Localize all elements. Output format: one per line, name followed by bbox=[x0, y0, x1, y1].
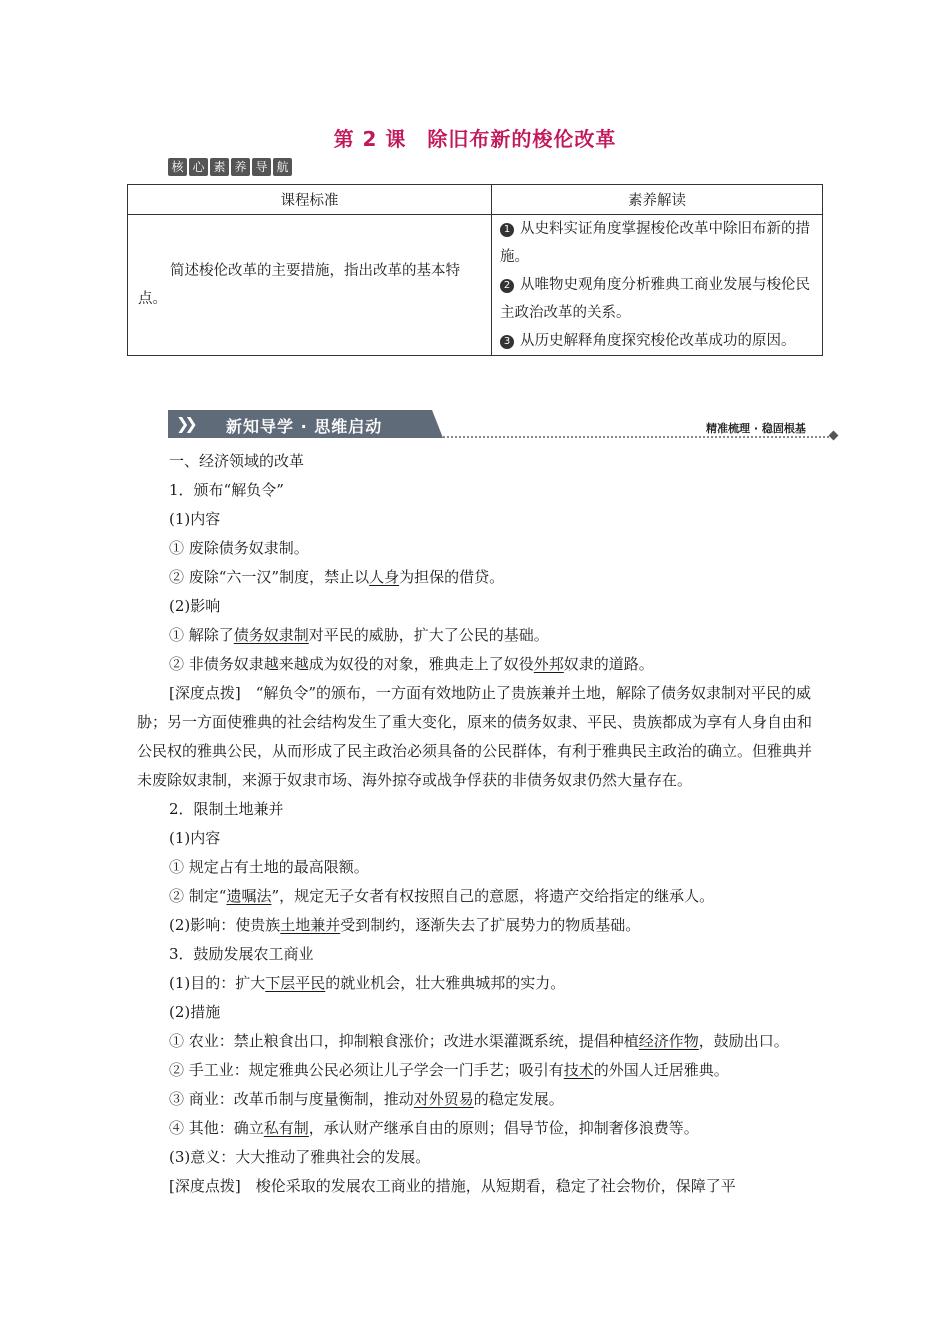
key-term: 人身 bbox=[369, 568, 400, 586]
list-item: ③ 商业：改革币制与度量衡制，推动对外贸易的稳定发展。 bbox=[169, 1090, 564, 1108]
item-heading: (1)内容 bbox=[169, 829, 221, 847]
key-term: 遗嘱法 bbox=[226, 887, 272, 905]
deep-insight-paragraph: [深度点拨] 梭伦采取的发展农工商业的措施，从短期看，稳定了社会物价，保障了平 bbox=[169, 1177, 736, 1195]
header-course-standard: 课程标准 bbox=[128, 185, 492, 215]
key-term: 债务奴隶制 bbox=[233, 626, 309, 644]
list-item: ② 制定“遗嘱法”，规定无子女者有权按照自己的意愿，将遗产交给指定的继承人。 bbox=[169, 887, 715, 905]
section-banner bbox=[168, 410, 848, 440]
literacy-item-text: 从唯物史观角度分析雅典工商业发展与梭伦民主政治改革的关系。 bbox=[500, 277, 810, 321]
double-chevron-icon: ❯❯ bbox=[176, 414, 193, 433]
lesson-title: 第 2 课 除旧布新的梭伦改革 bbox=[333, 127, 617, 151]
list-item: ① 规定占有土地的最高限额。 bbox=[169, 858, 369, 876]
number-3-icon: 3 bbox=[500, 335, 514, 349]
list-item: (3)意义：大大推动了雅典社会的发展。 bbox=[169, 1148, 431, 1166]
diamond-icon bbox=[829, 431, 839, 441]
banner-right-label: 精准梳理 · 稳固根基 bbox=[706, 422, 806, 435]
banner-dotted-line bbox=[443, 436, 833, 438]
list-item: ② 手工业：规定雅典公民必须让儿子学会一门手艺；吸引有技术的外国人迁居雅典。 bbox=[169, 1061, 729, 1079]
key-term: 土地兼并 bbox=[280, 916, 341, 934]
course-standard-text: 简述梭伦改革的主要措施，指出改革的基本特点。 bbox=[138, 263, 460, 307]
literacy-item bbox=[500, 271, 814, 327]
badge-char: 航 bbox=[273, 158, 292, 176]
badge-char: 核 bbox=[168, 158, 187, 176]
list-item: ② 非债务奴隶越来越成为奴役的对象，雅典走上了奴役外邦奴隶的道路。 bbox=[169, 655, 654, 673]
list-item: ① 解除了债务奴隶制对平民的威胁，扩大了公民的基础。 bbox=[169, 626, 549, 644]
subsection-heading: 1．颁布“解负令” bbox=[169, 481, 284, 499]
badge-char: 心 bbox=[189, 158, 208, 176]
key-term: 下层平民 bbox=[265, 974, 326, 992]
subsection-heading: 2．限制土地兼并 bbox=[169, 800, 284, 818]
core-literacy-nav-badge bbox=[168, 158, 292, 176]
key-term: 私有制 bbox=[263, 1119, 309, 1137]
list-item: (1)目的：扩大下层平民的就业机会，壮大雅典城邦的实力。 bbox=[169, 974, 566, 992]
literacy-item-text: 从史料实证角度掌握梭伦改革中除旧布新的措施。 bbox=[500, 221, 810, 265]
banner-label: 新知导学 · 思维启动 bbox=[226, 417, 383, 436]
number-2-icon: 2 bbox=[500, 279, 514, 293]
list-item: (2)影响：使贵族土地兼并受到制约，逐渐失去了扩展势力的物质基础。 bbox=[169, 916, 641, 934]
subsection-heading: 3．鼓励发展农工商业 bbox=[169, 945, 314, 963]
badge-char: 导 bbox=[252, 158, 271, 176]
course-standard-cell bbox=[128, 215, 492, 356]
deep-insight-paragraph: [深度点拨] “解负令”的颁布，一方面有效地防止了贵族兼并土地，解除了债务奴隶制对平民的威胁；另一方面使雅典的社会结构发生了重大变化，原来的债务奴隶、平民、贵族都成为享有人身自由和公民权的雅典公民，从而形成了民主政治必须具备的公民群体，有利于雅典民主政治的确立。但雅典并未废除奴隶制，来源于奴隶市场、海外掠夺或战争俘获的非债务奴隶仍然大量存在。 bbox=[137, 684, 813, 789]
literacy-cell bbox=[492, 215, 823, 356]
literacy-item bbox=[500, 215, 814, 271]
key-term: 技术 bbox=[563, 1061, 594, 1079]
item-heading: (1)内容 bbox=[169, 510, 221, 528]
list-item: ① 农业：禁止粮食出口，抑制粮食涨价；改进水渠灌溉系统，提倡种植经济作物，鼓励出口。 bbox=[169, 1032, 789, 1050]
literacy-item-text: 从历史解释角度探究梭伦改革成功的原因。 bbox=[520, 333, 796, 349]
lesson-content bbox=[137, 447, 817, 1201]
section-heading: 一、经济领域的改革 bbox=[169, 452, 305, 470]
list-item: ② 废除“六一汉”制度，禁止以人身为担保的借贷。 bbox=[169, 568, 505, 586]
list-item: ① 废除债务奴隶制。 bbox=[169, 539, 309, 557]
key-term: 对外贸易 bbox=[413, 1090, 474, 1108]
key-term: 外邦 bbox=[533, 655, 564, 673]
item-heading: (2)影响 bbox=[169, 597, 221, 615]
item-heading: (2)措施 bbox=[169, 1003, 221, 1021]
list-item: ④ 其他：确立私有制，承认财产继承自由的原则；倡导节俭，抑制奢侈浪费等。 bbox=[169, 1119, 699, 1137]
key-term: 经济作物 bbox=[638, 1032, 699, 1050]
badge-char: 养 bbox=[231, 158, 250, 176]
badge-char: 素 bbox=[210, 158, 229, 176]
standards-table bbox=[127, 184, 823, 356]
header-literacy-interpretation: 素养解读 bbox=[492, 185, 823, 215]
number-1-icon: 1 bbox=[500, 223, 514, 237]
literacy-item bbox=[500, 327, 814, 355]
